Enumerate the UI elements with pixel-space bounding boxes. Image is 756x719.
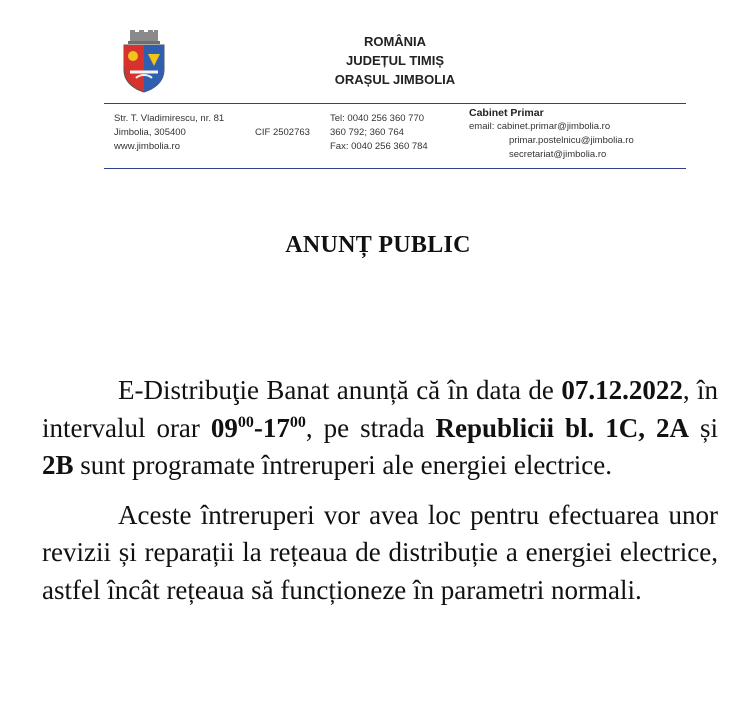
email-mayor[interactable]: primar.postelnicu@jimbolia.ro [509,135,634,146]
notice-title: ANUNȚ PUBLIC [285,232,471,258]
interval-dash: - [253,412,263,443]
start-hour: 09 [210,412,238,443]
address-street: Str. T. Vladimirescu, nr. 81 [114,113,225,124]
outage-date: 07.12.2022 [561,375,683,405]
street-name: Republicii bl. 1C, 2A [435,412,689,443]
phone-block [330,112,428,154]
email-secretariat[interactable]: secretariat@jimbolia.ro [509,149,607,160]
town-name: ORAȘUL JIMBOLIA [334,72,456,87]
address-block [114,112,224,154]
end-hour: 17 [262,412,290,443]
start-minutes: 00 [237,413,254,431]
notice-body [42,372,718,609]
phone-line-2: 360 792; 360 764 [330,127,404,138]
country-name: ROMÂNIA [363,34,427,49]
fiscal-code: CIF 2502763 [255,127,310,138]
p1-text-2: , în intervalul orar [42,375,718,443]
notice-paragraph-2: Aceste întreruperi vor avea loc pentru efectuarea unor revizii și reparații la rețeaua de distribuție a energiei electrice, astfel încât rețeaua să funcționeze în parametri normali. [42,499,718,605]
cabinet-block [469,106,634,162]
letterhead [0,0,756,175]
header-rule-bottom [104,168,686,169]
cabinet-title: Cabinet Primar [469,107,544,119]
p1-text-1: E-Distribuţie Banat anunță că în data de [118,375,562,405]
county-name: JUDEȚUL TIMIȘ [346,53,444,68]
outage-interval [211,413,306,443]
phone-line-1: Tel: 0040 256 360 770 [330,113,425,124]
header-rule-top [104,103,686,104]
end-minutes: 00 [289,413,306,431]
organization-name [300,32,490,89]
p1-text-3: , pe strada [305,412,436,443]
block-name: 2B [42,450,74,480]
fax-line: Fax: 0040 256 360 784 [330,141,428,152]
p1-text-4: și [689,412,718,443]
address-city: Jimbolia, 305400 [114,127,186,138]
email-cabinet[interactable]: email: cabinet.primar@jimbolia.ro [469,121,611,132]
coat-of-arms-icon [118,30,170,94]
p1-text-5: sunt programate întreruperi ale energiei electrice. [73,450,612,480]
notice-paragraph-1 [42,372,718,485]
website-link[interactable]: www.jimbolia.ro [114,141,180,152]
